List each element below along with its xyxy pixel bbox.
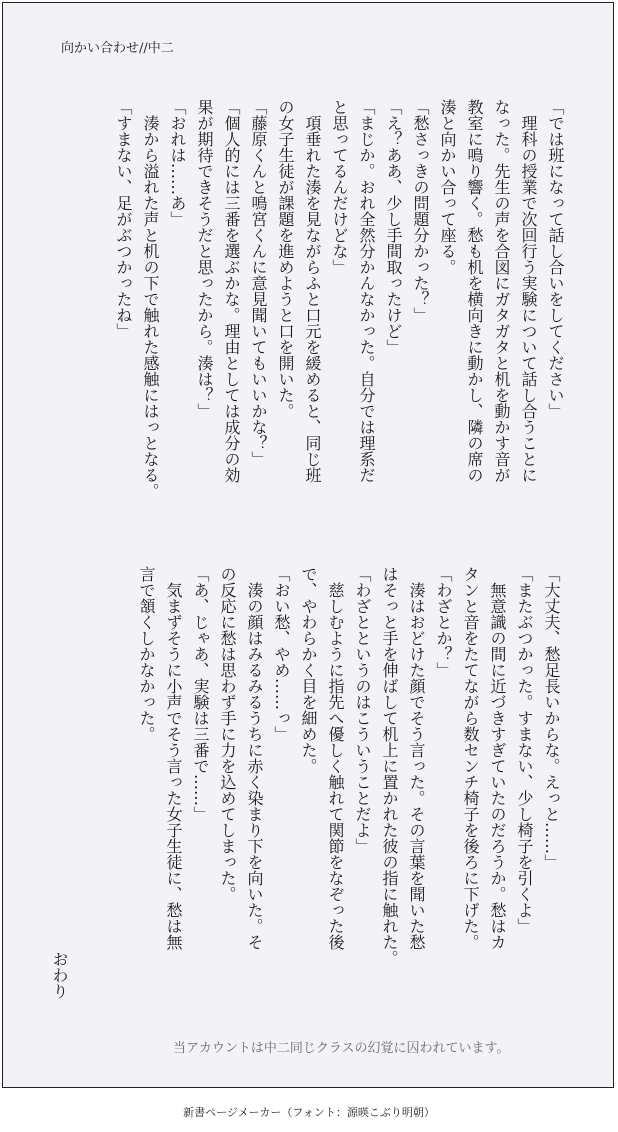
- text-line: はそっと手を伸ばして机上に置かれた彼の指に触れた。: [380, 566, 399, 966]
- text-line: 果が期待できそうだと思ったから。湊は？」: [195, 99, 214, 419]
- page-title: 向かい合わせ//中二: [61, 41, 174, 56]
- text-line: 「わざとか？」: [434, 566, 453, 678]
- text-line: 「おい愁、やめ……っ」: [272, 566, 291, 742]
- novel-page: [2, 2, 614, 1088]
- text-line: 「あ、じゃあ、実験は三番で……」: [191, 566, 210, 822]
- text-line: 無意識の間に近づきすぎていたのだろうか。愁はカ: [488, 566, 507, 950]
- end-mark: おわり: [50, 951, 69, 999]
- text-line: 「では班になって話し合いをしてください」: [546, 99, 565, 419]
- text-line: 「すまない、足がぶつかったね」: [114, 99, 133, 339]
- text-line: 湊から溢れた声と机の下で触れた感触にはっとなる。: [141, 99, 160, 499]
- text-line: 言で頷くしかなかった。: [137, 566, 156, 742]
- text-block-first-half: [110, 99, 569, 539]
- text-line: なった。先生の声を合図にガタガタと机を動かす音が: [492, 99, 511, 483]
- text-line: 「個人的には三番を選ぶかな。理由としては成分の効: [222, 99, 241, 483]
- text-line: 「大丈夫、愁足長いからな。えっと……」: [542, 566, 561, 870]
- text-line: 項垂れた湊を見ながらふと口元を緩めると、同じ班: [303, 99, 322, 483]
- text-line: 「まじか。おれ全然分かんなかった。自分では理系だ: [357, 99, 376, 483]
- text-line: で、やわらかく目を細めた。: [299, 566, 318, 774]
- text-line: 「またぶつかった。すまない、少し椅子を引くよ」: [515, 566, 534, 934]
- text-line: 理科の授業で次回行う実験について話し合うことに: [519, 99, 538, 483]
- text-line: の反応に愁は思わず手に力を込めてしまった。: [218, 566, 237, 902]
- text-line: の女子生徒が課題を進めようと口を開いた。: [276, 99, 295, 419]
- text-block-second-half: [133, 566, 565, 1016]
- account-note: 当アカウントは中二同じクラスの幻覚に囚われています。: [173, 1041, 510, 1056]
- text-line: 湊はおどけた顔でそう言った。その言葉を聞いた愁: [407, 566, 426, 950]
- text-line: 教室に鳴り響く。愁も机を横向きに動かし、隣の席の: [465, 99, 484, 483]
- text-line: 気まずそうに小声でそう言った女子生徒に、愁は無: [164, 566, 183, 950]
- text-line: 「わざとというのはこういうことだよ」: [353, 566, 372, 854]
- text-line: 「おれは……あ」: [168, 99, 187, 227]
- text-line: と思ってるんだけどな」: [330, 99, 349, 275]
- text-line: 慈しむように指先へ優しく触れて関節をなぞった後: [326, 566, 345, 950]
- text-line: 「愁さっきの問題分かった？」: [411, 99, 430, 323]
- text-line: 湊と向かい合って座る。: [438, 99, 457, 275]
- text-line: 湊の顔はみるみるうちに赤く染まり下を向いた。そ: [245, 566, 264, 950]
- page-footer: 新書ページメーカー（フォント：源暎こぶり明朝）: [183, 1106, 435, 1119]
- text-line: タンと音をたてながら数センチ椅子を後ろに下げた。: [461, 566, 480, 950]
- text-line: 「え？ああ、少し手間取ったけど」: [384, 99, 403, 355]
- text-line: 「藤原くんと鳴宮くんに意見聞いてもいいかな？」: [249, 99, 268, 467]
